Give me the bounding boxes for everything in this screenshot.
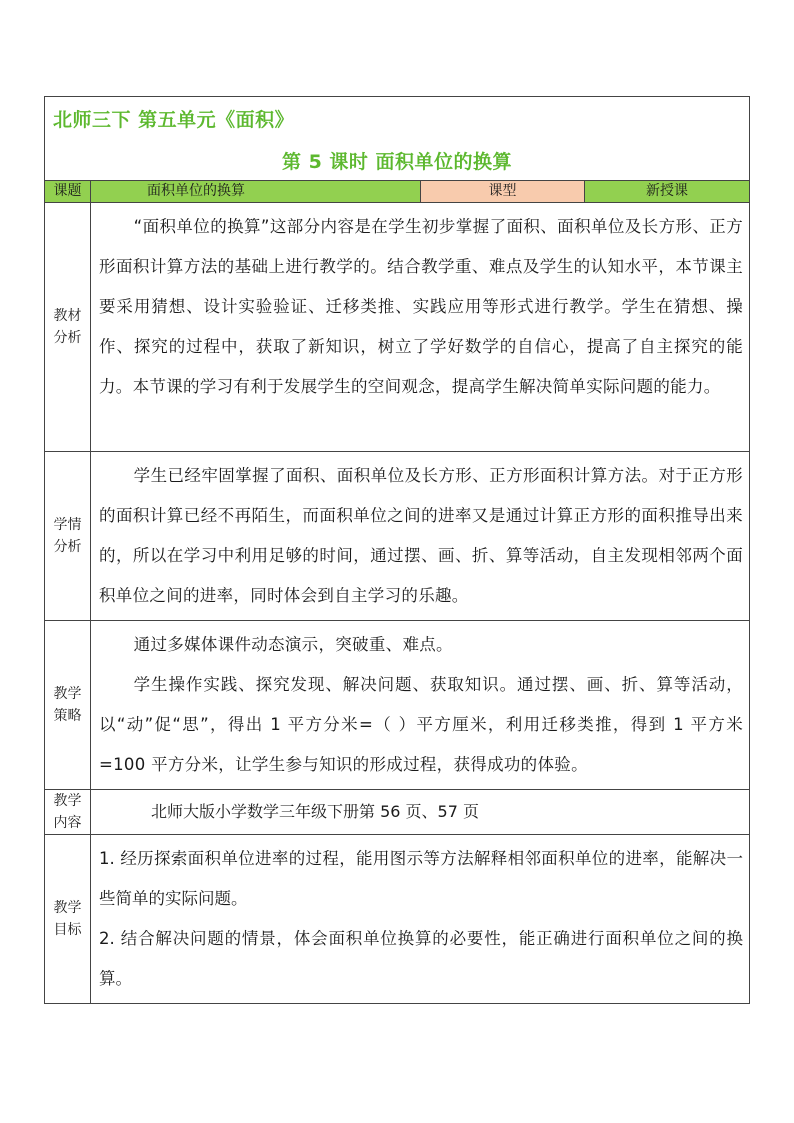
topic-label: 课题 [45, 181, 91, 203]
content-row [45, 790, 750, 835]
label-line: 分析 [53, 330, 82, 346]
goal-item: 1. 经历探索面积单位进率的过程，能用图示等方法解释相邻面积单位的进率，能解决一些简单的实际问题。 [99, 849, 743, 908]
label-line: 内容 [53, 815, 82, 831]
label-line: 教学 [53, 686, 82, 702]
strategy-row [45, 621, 750, 790]
goals-label [45, 835, 91, 1004]
paragraph: 学生操作实践、探究发现、解决问题、获取知识。通过摆、画、折、算等活动，以“动”促“思”，得出 1 平方分米=（ ）平方厘米，利用迁移类推，得到 1 平方米=100 平方分米，让学生参与知识的形成过程，获得成功的体验。 [99, 675, 743, 774]
strategy-label [45, 621, 91, 790]
goals-row [45, 835, 750, 1004]
paragraph: 通过多媒体课件动态演示，突破重、难点。 [133, 635, 453, 654]
paragraph: “面积单位的换算”这部分内容是在学生初步掌握了面积、面积单位及长方形、正方形面积计算方法的基础上进行教学的。结合教学重、难点及学生的认知水平，本节课主要采用猜想、设计实验验证、迁移类推、实践应用等形式进行教学。学生在猜想、操作、探究的过程中，获取了新知识，树立了学好数学的自信心，提高了自主探究的能力。本节课的学习有利于发展学生的空间观念，提高学生解决简单实际问题的能力。 [99, 217, 743, 396]
student-analysis-row [45, 452, 750, 621]
topic-value: 面积单位的换算 [91, 181, 421, 203]
student-analysis-text [91, 452, 750, 621]
lesson-title: 第 5 课时 面积单位的换算 [281, 151, 513, 173]
header-cell [45, 97, 750, 181]
header-row [45, 97, 750, 181]
textbook-analysis-text [91, 203, 750, 452]
lesson-plan-table [44, 96, 750, 1004]
strategy-text [91, 621, 750, 790]
textbook-analysis-row [45, 203, 750, 452]
unit-title: 北师三下 第五单元《面积》 [53, 109, 295, 131]
label-line: 学情 [53, 517, 82, 533]
label-line: 目标 [53, 922, 82, 938]
label-line: 教学 [53, 900, 82, 916]
type-label: 课型 [421, 181, 585, 203]
label-line: 分析 [53, 539, 82, 555]
label-line: 策略 [53, 708, 82, 724]
student-analysis-label [45, 452, 91, 621]
paragraph: 学生已经牢固掌握了面积、面积单位及长方形、正方形面积计算方法。对于正方形的面积计算已经不再陌生，而面积单位之间的进率又是通过计算正方形的面积推导出来的，所以在学习中利用足够的时间，通过摆、画、折、算等活动，自主发现相邻两个面积单位之间的进率，同时体会到自主学习的乐趣。 [99, 466, 743, 605]
goal-item: 2. 结合解决问题的情景，体会面积单位换算的必要性，能正确进行面积单位之间的换算。 [99, 929, 743, 988]
goals-text [91, 835, 750, 1004]
textbook-analysis-label [45, 203, 91, 452]
content-text: 北师大版小学数学三年级下册第 56 页、57 页 [91, 790, 750, 835]
content-label [45, 790, 91, 835]
label-line: 教材 [53, 308, 82, 324]
label-line: 教学 [53, 793, 82, 809]
topic-row [45, 181, 750, 203]
type-value: 新授课 [585, 181, 750, 203]
